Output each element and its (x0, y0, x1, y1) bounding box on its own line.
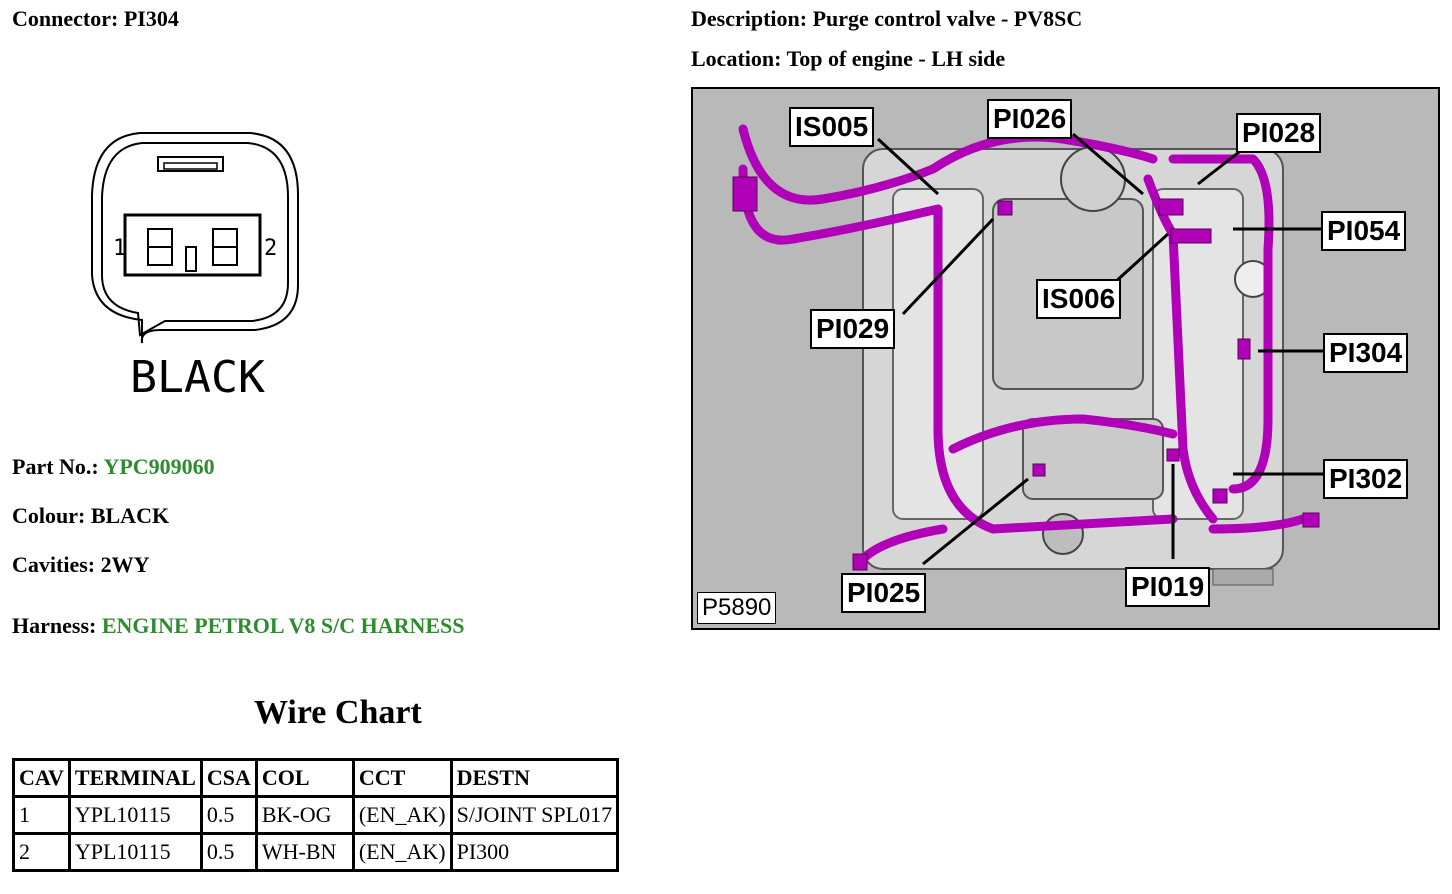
connector-latch-inner (164, 163, 217, 169)
cell-cct: (EN_AK) (353, 797, 451, 834)
part-no-link[interactable]: YPC909060 (103, 454, 215, 479)
part-no-line (12, 454, 215, 480)
header-destn: DESTN (451, 760, 617, 797)
cavities-value: 2WY (100, 552, 150, 577)
cell-col: WH-BN (256, 834, 353, 871)
table-row (14, 834, 618, 871)
callout-is006: IS006 (1036, 279, 1121, 319)
location-label: Location: (691, 46, 782, 71)
engine-location-image (691, 87, 1440, 630)
location-line (691, 46, 1005, 72)
harness-label: Harness: (12, 613, 97, 638)
callout-pi019: PI019 (1125, 567, 1210, 607)
cell-terminal: YPL10115 (69, 834, 201, 871)
cell-destn: PI300 (451, 834, 617, 871)
cell-destn: S/JOINT SPL017 (451, 797, 617, 834)
table-header-row (14, 760, 618, 797)
connector-line (12, 6, 179, 32)
connector-cavity-frame (125, 215, 260, 275)
harness-link[interactable]: ENGINE PETROL V8 S/C HARNESS (101, 613, 465, 638)
connector-value: PI304 (123, 6, 179, 31)
header-cct: CCT (353, 760, 451, 797)
part-no-label: Part No.: (12, 454, 99, 479)
cell-cct: (EN_AK) (353, 834, 451, 871)
description-value: Purge control valve - PV8SC (812, 6, 1083, 31)
callout-pi054: PI054 (1321, 211, 1406, 251)
colour-value: BLACK (90, 503, 170, 528)
callout-pi028: PI028 (1236, 113, 1321, 153)
cell-csa: 0.5 (201, 797, 256, 834)
callout-pi029: PI029 (810, 309, 895, 349)
connector-face-diagram (80, 125, 310, 405)
cell-col: BK-OG (256, 797, 353, 834)
cell-cav: 2 (14, 834, 70, 871)
polarizing-key (186, 247, 196, 271)
table-row (14, 797, 618, 834)
image-reference-label: P5890 (697, 592, 776, 624)
cavities-line (12, 552, 149, 578)
location-value: Top of engine - LH side (786, 46, 1006, 71)
cell-terminal: YPL10115 (69, 797, 201, 834)
wire-chart-table (12, 758, 619, 872)
pin-2-label: 2 (264, 236, 278, 261)
cell-cav: 1 (14, 797, 70, 834)
header-col: COL (256, 760, 353, 797)
cavities-label: Cavities: (12, 552, 96, 577)
header-terminal: TERMINAL (69, 760, 201, 797)
header-cav: CAV (14, 760, 70, 797)
connector-label: Connector: (12, 6, 119, 31)
header-csa: CSA (201, 760, 256, 797)
harness-line (12, 613, 465, 639)
callout-pi026: PI026 (987, 99, 1072, 139)
pin-1-label: 1 (113, 236, 127, 261)
description-line (691, 6, 1082, 32)
cell-csa: 0.5 (201, 834, 256, 871)
callout-pi025: PI025 (841, 573, 926, 613)
callout-pi304: PI304 (1323, 333, 1408, 373)
callout-pi302: PI302 (1323, 459, 1408, 499)
colour-label: Colour: (12, 503, 86, 528)
description-label: Description: (691, 6, 808, 31)
colour-line (12, 503, 169, 529)
callout-is005: IS005 (789, 107, 874, 147)
connector-colour-text: BLACK (130, 352, 266, 403)
wire-chart-title: Wire Chart (254, 694, 422, 731)
